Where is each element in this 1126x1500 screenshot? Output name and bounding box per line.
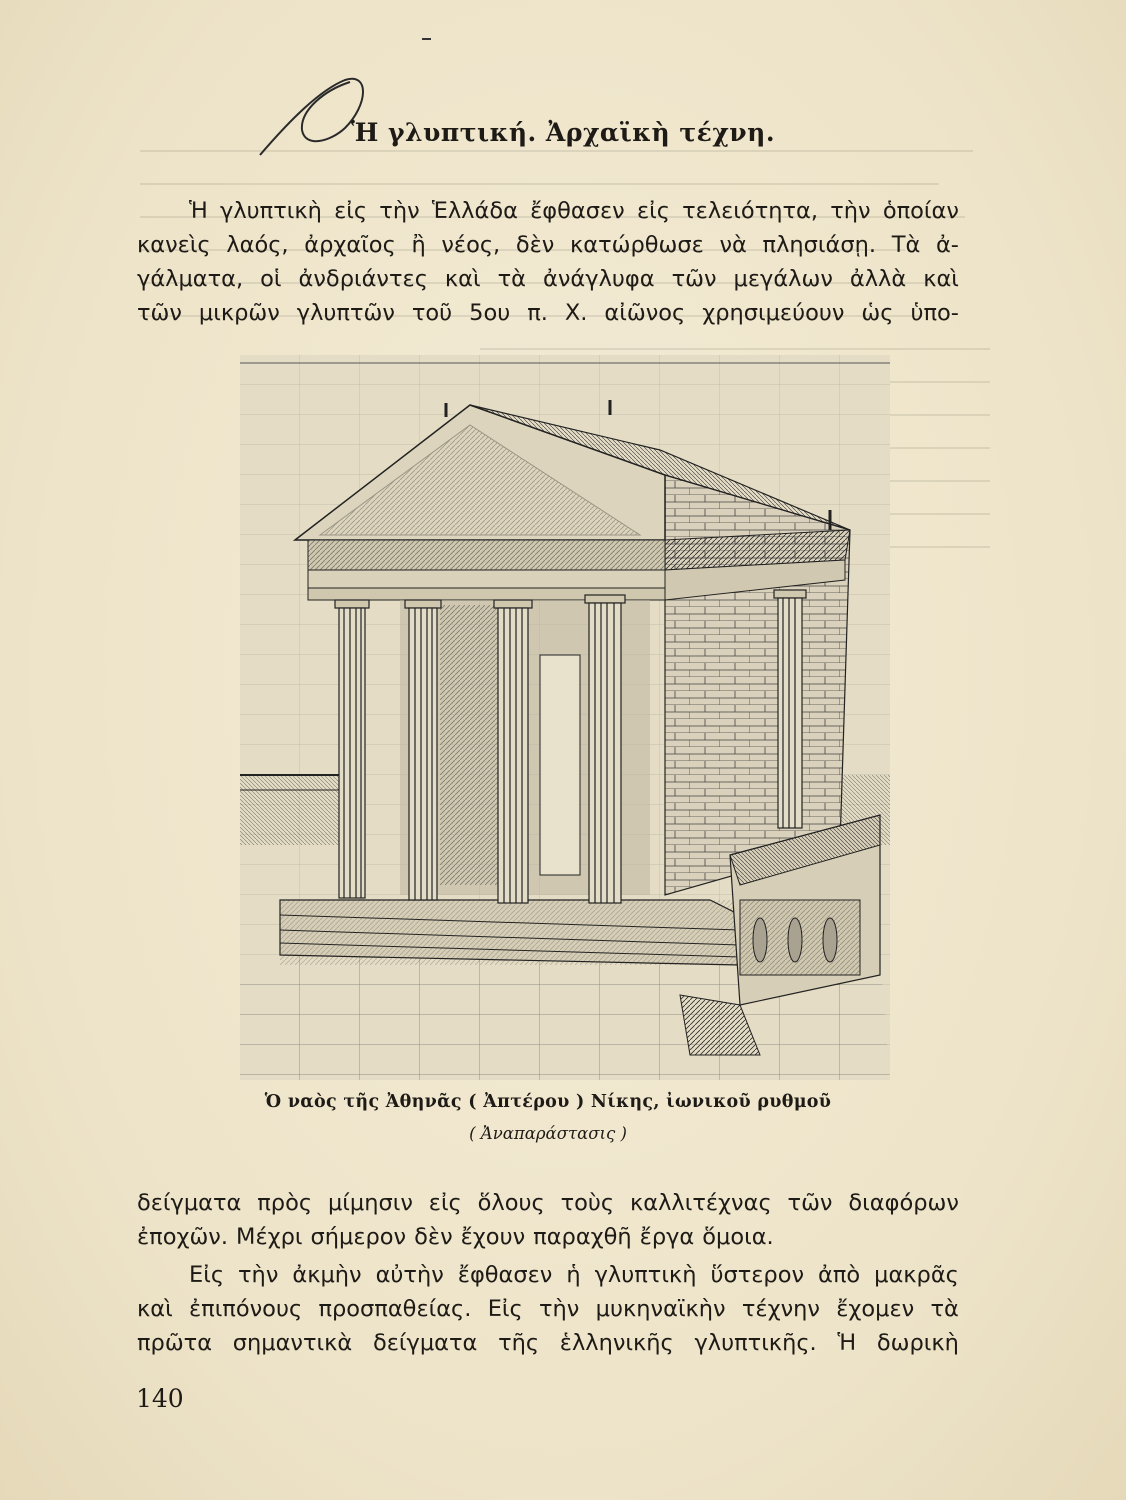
word: γάλματα, xyxy=(137,266,244,292)
word: τῶν xyxy=(787,1190,833,1216)
word: δὲν xyxy=(515,232,555,258)
word: τοῦ xyxy=(411,300,453,326)
word: παραχθῆ xyxy=(533,1224,632,1250)
word: 5ου xyxy=(469,300,511,326)
word: ὅμοια. xyxy=(702,1224,774,1250)
word: ὁποίαν xyxy=(882,198,959,224)
word: τὰ xyxy=(930,1296,959,1322)
word: ὅλους xyxy=(477,1190,545,1216)
word: οἱ xyxy=(260,266,282,292)
word: ἀπὸ xyxy=(818,1262,861,1288)
word: αἰῶνος xyxy=(604,300,686,326)
word: γλυπτικὴ xyxy=(594,1262,697,1288)
word: ἀνάγλυφα xyxy=(543,266,655,292)
word: τῶν xyxy=(137,300,182,326)
word: τελειότητα, xyxy=(682,198,819,224)
word: Ἡ xyxy=(189,198,208,224)
word: τὴν xyxy=(830,198,871,224)
word: τοὺς xyxy=(560,1190,615,1216)
word: καὶ xyxy=(923,266,959,292)
word: τῶν xyxy=(671,266,717,292)
word: ὑπο- xyxy=(910,300,959,326)
word: μικρῶν xyxy=(198,300,280,326)
word: Μέχρι xyxy=(236,1224,303,1250)
word: μεγάλων xyxy=(733,266,833,292)
pencil-dash-mark xyxy=(422,38,431,40)
word: καλλιτέχνας xyxy=(630,1190,772,1216)
word: ἔφθασεν xyxy=(530,198,625,224)
word: καὶ xyxy=(444,266,481,292)
word: ἀρχαῖος xyxy=(304,232,396,258)
word: Χ. xyxy=(564,300,588,326)
word: ἐποχῶν. xyxy=(137,1224,229,1250)
word: δείγματα xyxy=(372,1330,478,1356)
word: δείγματα xyxy=(137,1190,242,1216)
figure-caption: Ὁ ναὸς τῆς Ἀθηνᾶς ( Ἀπτέρου ) Νίκης, ἰωνικοῦ ρυθμοῦ xyxy=(264,1092,832,1112)
word: τῆς xyxy=(498,1330,540,1356)
word: αὐτὴν xyxy=(375,1262,444,1288)
word: μακρᾶς xyxy=(874,1262,959,1288)
text-line xyxy=(137,228,959,262)
word: Εἰς xyxy=(189,1262,225,1288)
word: χρησιμεύουν xyxy=(702,300,845,326)
word: προσπαθείας. xyxy=(318,1296,472,1322)
word: ἢ xyxy=(411,232,426,258)
word: κανεὶς xyxy=(137,232,211,258)
word: γλυπτικὴ xyxy=(220,198,322,224)
word: τέχνην xyxy=(741,1296,820,1322)
word: ἔργα xyxy=(639,1224,695,1250)
word: γλυπτῶν xyxy=(296,300,395,326)
paragraph-3 xyxy=(137,1258,959,1360)
word: πρὸς xyxy=(257,1190,313,1216)
word: τὴν xyxy=(539,1296,580,1322)
word: Τὰ xyxy=(891,232,921,258)
page-number: 140 xyxy=(136,1384,184,1413)
word: ἀλλὰ xyxy=(849,266,907,292)
section-heading: Ἡ γλυπτική. Ἀρχαϊκὴ τέχνη. xyxy=(350,118,776,147)
word: νέος, xyxy=(441,232,501,258)
paragraph-1 xyxy=(137,194,959,330)
word: μίμησιν xyxy=(327,1190,413,1216)
word: Εἰς xyxy=(487,1296,523,1322)
figure-caption-subtitle: ( Ἀναπαράστασις ) xyxy=(469,1124,627,1143)
word: λαός, xyxy=(226,232,289,258)
word: πρῶτα xyxy=(137,1330,213,1356)
word: π. xyxy=(527,300,548,326)
word: ἀ- xyxy=(935,232,959,258)
word: ἔχουν xyxy=(460,1224,526,1250)
temple-illustration xyxy=(240,355,890,1080)
text-line xyxy=(137,262,959,296)
word: γλυπτικῆς. xyxy=(694,1330,817,1356)
word: Ἑλλάδα xyxy=(431,198,518,224)
text-line xyxy=(137,194,959,228)
word: ἔχομεν xyxy=(836,1296,915,1322)
word: καὶ xyxy=(137,1296,173,1322)
word: ἀνδριάντες xyxy=(298,266,428,292)
word: νὰ xyxy=(719,232,747,258)
word: πλησιάσῃ. xyxy=(762,232,877,258)
word: ἔφθασεν xyxy=(457,1262,553,1288)
word: τὴν xyxy=(238,1262,279,1288)
word: σήμερον xyxy=(310,1224,407,1250)
text-line xyxy=(137,1258,959,1292)
word: ὕστερον xyxy=(710,1262,805,1288)
word: εἰς xyxy=(636,198,670,224)
word: ἑλληνικῆς xyxy=(559,1330,674,1356)
word: εἰς xyxy=(428,1190,462,1216)
text-line xyxy=(137,1186,959,1220)
text-line xyxy=(137,1220,959,1254)
word: τὰ xyxy=(497,266,527,292)
word: δωρικὴ xyxy=(876,1330,959,1356)
word: διαφόρων xyxy=(848,1190,959,1216)
word: ἡ xyxy=(566,1262,581,1288)
word: μυκηναϊκὴν xyxy=(595,1296,726,1322)
text-line xyxy=(137,1292,959,1326)
word: σημαντικὰ xyxy=(232,1330,353,1356)
word: ὡς xyxy=(861,300,894,326)
word: τὴν xyxy=(379,198,420,224)
word: κατώρθωσε xyxy=(570,232,704,258)
text-line xyxy=(137,296,959,330)
word: ἐπιπόνους xyxy=(188,1296,303,1322)
word: ἀκμὴν xyxy=(292,1262,362,1288)
word: εἰς xyxy=(334,198,368,224)
word: δὲν xyxy=(414,1224,453,1250)
word: Ἡ xyxy=(837,1330,857,1356)
paragraph-2 xyxy=(137,1186,959,1254)
text-line xyxy=(137,1326,959,1360)
